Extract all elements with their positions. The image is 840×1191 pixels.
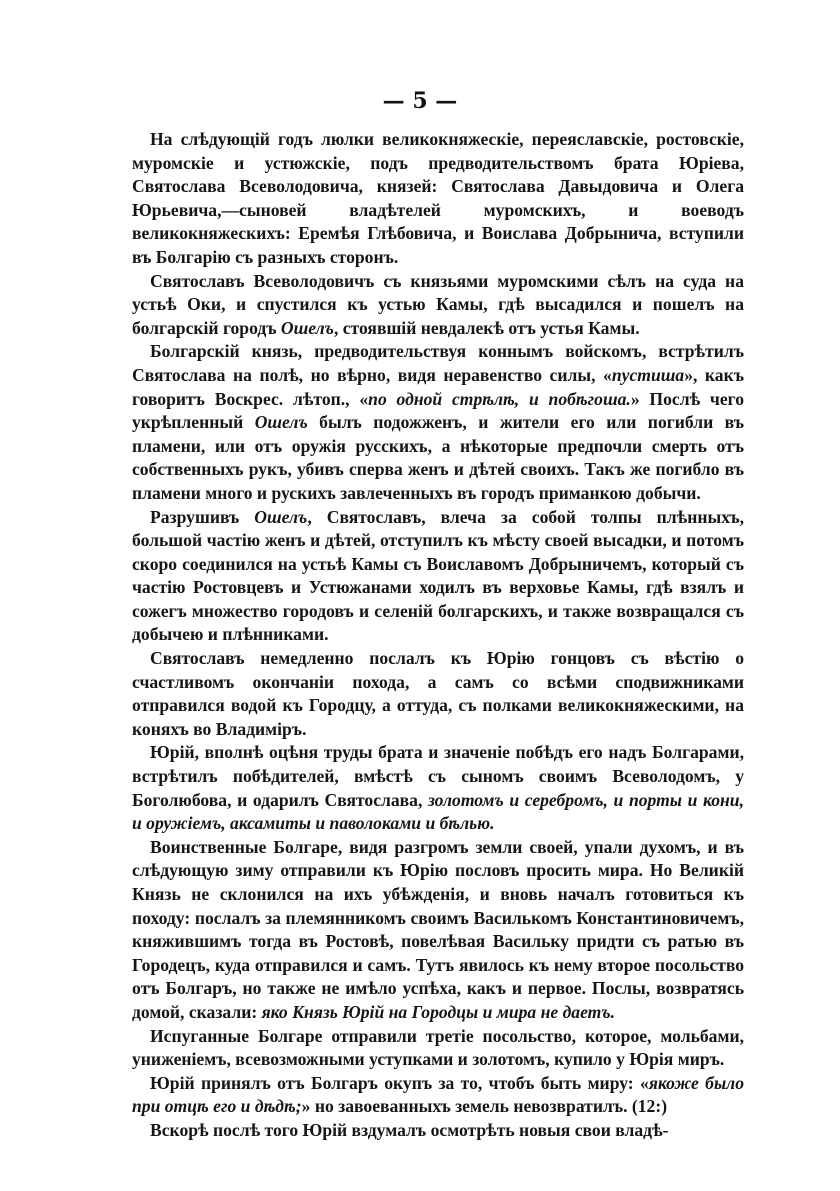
- paragraph: [132, 1025, 744, 1072]
- italic-text: Ошелъ: [254, 506, 308, 527]
- text-run: Святославъ немедленно послалъ къ Юрію гонцовъ съ вѣстію о счастливомъ окончаніи похода, а самъ со всѣми сподвижниками отправился водой къ Городцу, а оттуда, съ полками великокняжескими, на коняхъ во Владиміръ.: [132, 648, 744, 739]
- text-run: Воинственные Болгаре, видя разгромъ земли своей, упали духомъ, и въ слѣдующую зиму отправили къ Юрію пословъ просить мира. Но Великій Князь не склонился на ихъ убѣжденія, и вновь началъ готовиться къ походу: послалъ за племянникомъ своимъ Василькомъ Константиновичемъ, княжившимъ тогда въ Ростовѣ, повелѣвая Васильку придти съ ратью въ Городецъ, куда отправился и самъ. Тутъ явилось къ нему второе посольство отъ Болгаръ, но также не имѣло успѣха, какъ и первое. Послы, возвратясь домой, сказали:: [132, 836, 744, 1022]
- italic-text: по одной стрѣлѣ, и побѣгоша.: [368, 388, 631, 409]
- paragraph: [132, 270, 744, 341]
- paragraph: [132, 128, 744, 270]
- text-run: » но завоеванныхъ земель невозвратилъ. (12:): [301, 1096, 668, 1117]
- italic-text: Ошелъ: [280, 317, 334, 338]
- italic-text: золотомъ и серебромъ, и порты и кони, и оружіемъ, аксамиты и паволоками и бѣлью.: [132, 789, 744, 834]
- paragraph: [132, 1119, 744, 1143]
- paragraph: [132, 647, 744, 741]
- page-number: — 5 —: [382, 88, 458, 114]
- text-run: Болгарскій князь, предводительствуя коннымъ войскомъ, встрѣтилъ Святослава на полѣ, но вѣрно, видя неравенство силы, «: [132, 341, 744, 385]
- italic-text: якоже было при отцѣ его и дѣдѣ;: [132, 1072, 744, 1117]
- text-run: , стоявшій невдалекѣ отъ устья Камы.: [333, 317, 640, 338]
- text-run: Юрій принялъ отъ Болгаръ окупъ за то, чтобъ быть миру: «: [150, 1072, 649, 1093]
- paragraph: [132, 741, 744, 835]
- text-run: , Святославъ, влеча за собой толпы плѣнныхъ, большой частію женъ и дѣтей, отступилъ къ мѣсту своей высадки, и потомъ скоро соединился на устьѣ Камы съ Воиславомъ Добрыничемъ, который съ частію Ростовцевъ и Устюжанами ходилъ въ верховье Камы, гдѣ взялъ и сожегъ множество городовъ и селеній болгарскихъ, и также возвращался съ добычею и плѣнниками.: [132, 506, 744, 645]
- paragraph: [132, 506, 744, 648]
- text-run: Вскорѣ послѣ того Юрій вздумалъ осмотрѣть новыя свои владѣ-: [150, 1119, 669, 1140]
- text-run: » Послѣ чего укрѣпленный: [132, 388, 745, 433]
- text-run: », какъ говоритъ Воскрес. лѣтоп., «: [132, 364, 744, 409]
- italic-text: яко Князь Юрій на Городцы и мира не даетъ.: [261, 1001, 616, 1022]
- italic-text: Ошелъ: [254, 412, 308, 433]
- paragraph: [132, 1072, 744, 1119]
- text-run: Испуганные Болгаре отправили третіе посольство, которое, мольбами, униженіемъ, всевозможными уступками и золотомъ, купило у Юрія миръ.: [132, 1025, 744, 1070]
- text-run: Юрій, вполнѣ оцѣня труды брата и значеніе побѣдъ его надъ Болгарами, встрѣтилъ побѣдителей, вмѣстѣ съ сыномъ своимъ Всеволодомъ, у Боголюбова, и одарилъ Святослава,: [132, 742, 744, 810]
- text-run: Святославъ Всеволодовичъ съ князьями муромскими сѣлъ на суда на устьѣ Оки, и спустился къ устью Камы, гдѣ высадился и пошелъ на болгарскій городъ: [132, 270, 744, 338]
- italic-text: пустиша: [611, 364, 685, 385]
- text-run: Разрушивъ: [150, 506, 255, 527]
- text-run: На слѣдующій годъ люлки великокняжескіе, переяславскіе, ростовскіе, муромскіе и устюжскіе, подъ предводительствомъ брата Юріева, Святослава Всеволодовича, князей: Святослава Давыдовича и Олега Юрьевича,—сыновей владѣтелей муромскихъ, и воеводъ великокняжескихъ: Еремѣя Глѣбовича, и Воислава Добрынича, вступили въ Болгарію съ разныхъ сторонъ.: [132, 129, 744, 267]
- text-run: былъ подожженъ, и жители его или погибли въ пламени, или отъ оружія русскихъ, а нѣкоторые предпочли смерть отъ собственныхъ рукъ, убивъ сперва женъ и дѣтей своихъ. Такъ же погибло въ пламени много и рускихъ завлеченныхъ въ городъ приманкою добычи.: [132, 412, 744, 503]
- body-text: [132, 128, 744, 1143]
- paragraph: [132, 340, 744, 505]
- paragraph: [132, 836, 744, 1025]
